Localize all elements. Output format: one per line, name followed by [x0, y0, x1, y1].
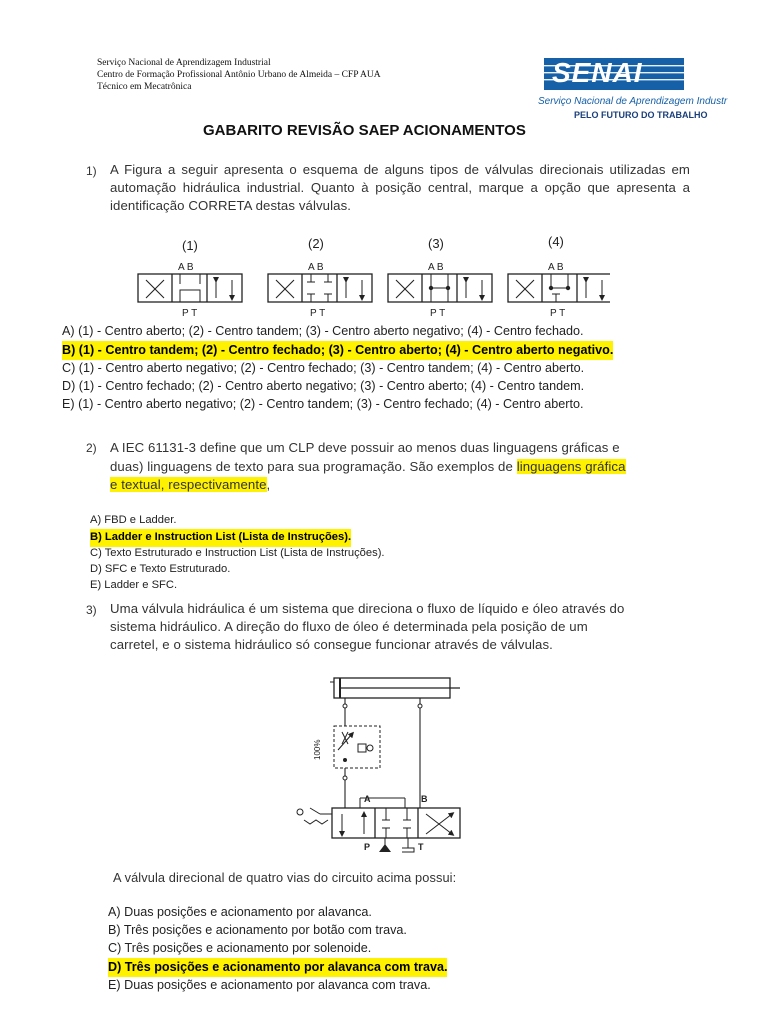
valve-1-ports-bottom: P T [182, 308, 198, 319]
q2-option-c: C) Texto Estruturado e Instruction List (Lista de Instruções). [90, 547, 385, 559]
logo-brand: SENAI [552, 57, 643, 88]
q3-line1: Uma válvula hidráulica é um sistema que direciona o fluxo de líquido e óleo através do [110, 601, 625, 616]
port-a-label: A [364, 794, 371, 804]
logo-slogan: PELO FUTURO DO TRABALHO [574, 110, 708, 120]
valve-3-ports-bottom: P T [430, 308, 446, 319]
valve-4 [508, 234, 610, 319]
q3-option-d-correct: D) Três posições e acionamento por alavanca com trava. [108, 958, 447, 977]
q2-line2 [110, 458, 626, 476]
q2-option-b-correct: B) Ladder e Instruction List (Lista de Instruções). [90, 529, 351, 547]
lever-actuator [297, 808, 332, 824]
valve-3 [388, 236, 492, 319]
q1-number: 1) [86, 164, 97, 178]
flow-control-valve [313, 726, 380, 768]
q3-line2: sistema hidráulico. A direção do fluxo de óleo é determinada pela posição de um [110, 619, 588, 634]
q3-number: 3) [86, 603, 97, 617]
q2-line3 [110, 476, 270, 494]
valve-4-label: (4) [548, 234, 564, 249]
port-p-label: P [364, 842, 371, 852]
senai-logo [544, 58, 684, 90]
port-b-label: B [421, 794, 428, 804]
q3-line3: carretel, e o sistema hidráulico só consegue funcionar através de válvulas. [110, 637, 553, 652]
q3-prompt: A válvula direcional de quatro vias do circuito acima possui: [113, 870, 457, 885]
flow-label: 100% [313, 739, 322, 760]
valve-4-ports-top: A B [548, 262, 564, 273]
q3-option-a: A) Duas posições e acionamento por alavanca. [108, 905, 372, 919]
q3-circuit-diagram [290, 674, 470, 858]
q2-option-a: A) FBD e Ladder. [90, 514, 177, 526]
valve-2-ports-bottom: P T [310, 308, 326, 319]
q3-option-e: E) Duas posições e acionamento por alavanca com trava. [108, 978, 431, 992]
valve-3-ports-top: A B [428, 262, 444, 273]
valve-2-label: (2) [308, 236, 324, 251]
q1-option-d: D) (1) - Centro fechado; (2) - Centro aberto negativo; (3) - Centro aberto; (4) - Centro tandem. [62, 379, 585, 393]
q2-line1: A IEC 61131-3 define que um CLP deve possuir ao menos duas linguagens gráficas e [110, 440, 620, 455]
valve-1-label: (1) [182, 238, 198, 253]
directional-valve [332, 808, 460, 838]
page-title: GABARITO REVISÃO SAEP ACIONAMENTOS [203, 122, 526, 139]
q1-option-e: E) (1) - Centro aberto negativo; (2) - Centro tandem; (3) - Centro fechado; (4) - Centro aberto. [62, 397, 584, 411]
q2-line3-highlight: e textual, respectivamente [110, 477, 267, 492]
q1-option-c: C) (1) - Centro aberto negativo; (2) - Centro fechado; (3) - Centro tandem; (4) - Centro aberto. [62, 361, 585, 375]
valve-3-label: (3) [428, 236, 444, 251]
valve-4-ports-bottom: P T [550, 308, 566, 319]
logo-subtitle: Serviço Nacional de Aprendizagem Industr [538, 96, 728, 107]
header-center: Centro de Formação Profissional Antônio Urbano de Almeida – CFP AUA [97, 70, 381, 80]
q2-option-e: E) Ladder e SFC. [90, 579, 178, 591]
q1-valves-figure [130, 232, 610, 322]
q3-option-b: B) Três posições e acionamento por botão com trava. [108, 923, 407, 937]
valve-1-ports-top: A B [178, 262, 194, 273]
port-t-label: T [418, 842, 424, 852]
q2-line3-text: , [266, 477, 271, 492]
q2-number: 2) [86, 441, 97, 455]
valve-2-ports-top: A B [308, 262, 324, 273]
q2-line2-text: duas) linguagens de texto para sua programação. São exemplos de [110, 459, 517, 474]
q1-option-b-correct: B) (1) - Centro tandem; (2) - Centro fechado; (3) - Centro aberto; (4) - Centro aberto negativo. [62, 341, 613, 360]
q1-text: A Figura a seguir apresenta o esquema de alguns tipos de válvulas direcionais utilizadas em automação hidráulica industrial. Quanto à posição central, marque a opção que apresenta a identificação CORRETA destas válvulas. [110, 162, 690, 213]
header-institution: Serviço Nacional de Aprendizagem Industrial [97, 58, 271, 68]
q2-option-d: D) SFC e Texto Estruturado. [90, 563, 231, 575]
header-course: Técnico em Mecatrônica [97, 82, 192, 92]
valve-1 [138, 238, 242, 319]
q2-line2-highlight: linguagens gráfica [516, 459, 626, 474]
q1-option-a: A) (1) - Centro aberto; (2) - Centro tandem; (3) - Centro aberto negativo; (4) - Centro fechado. [62, 324, 584, 338]
q3-option-c: C) Três posições e acionamento por solenoide. [108, 941, 372, 955]
valve-2 [268, 236, 372, 319]
cylinder [330, 678, 460, 698]
